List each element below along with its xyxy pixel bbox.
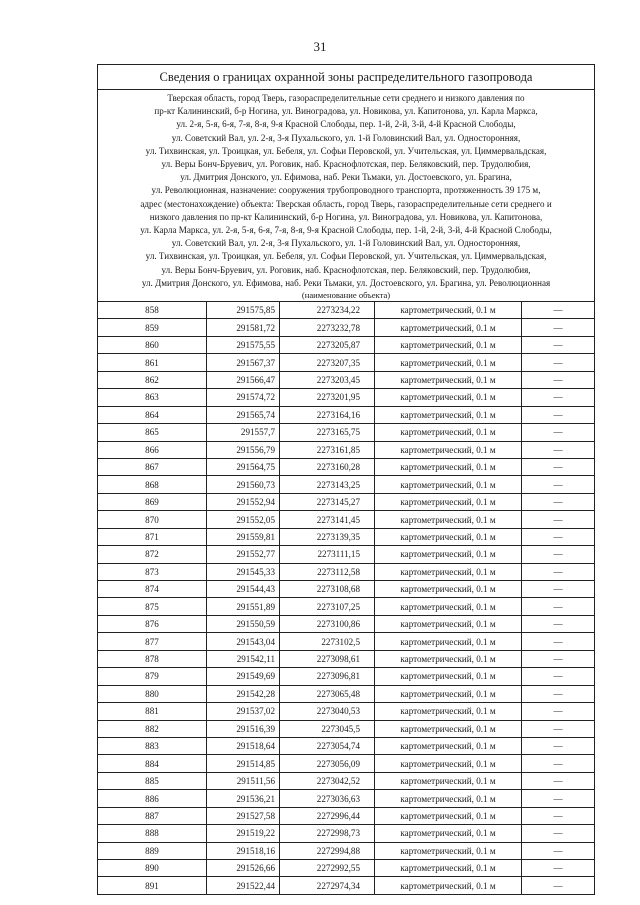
- coordinate-x: 291557,7: [207, 424, 280, 441]
- coordinate-x: 291526,66: [207, 860, 280, 877]
- point-number: 890: [98, 860, 207, 877]
- table-row: [98, 720, 595, 737]
- coordinate-x: 291552,77: [207, 546, 280, 563]
- coordinate-y: 2273056,09: [280, 755, 375, 772]
- determination-method: картометрический, 0.1 м: [375, 772, 522, 789]
- coordinate-x: 291551,89: [207, 598, 280, 615]
- coordinate-x: 291518,16: [207, 842, 280, 859]
- coordinate-x: 291542,11: [207, 650, 280, 667]
- table-row: [98, 546, 595, 563]
- description-line: Тверская область, город Тверь, газораспределительные сети среднего и низкого давления по: [167, 93, 525, 103]
- accuracy-note: —: [522, 703, 595, 720]
- point-number: 875: [98, 598, 207, 615]
- coordinate-x: 291511,56: [207, 772, 280, 789]
- determination-method: картометрический, 0.1 м: [375, 406, 522, 423]
- coordinate-y: 2273065,48: [280, 685, 375, 702]
- point-number: 863: [98, 389, 207, 406]
- point-number: 879: [98, 668, 207, 685]
- determination-method: картометрический, 0.1 м: [375, 703, 522, 720]
- accuracy-note: —: [522, 511, 595, 528]
- table-row: [98, 371, 595, 388]
- determination-method: картометрический, 0.1 м: [375, 441, 522, 458]
- coordinate-x: 291544,43: [207, 581, 280, 598]
- coordinate-y: 2273054,74: [280, 737, 375, 754]
- accuracy-note: —: [522, 458, 595, 475]
- table-row: [98, 389, 595, 406]
- point-number: 885: [98, 772, 207, 789]
- table-row: [98, 633, 595, 650]
- accuracy-note: —: [522, 755, 595, 772]
- coordinate-x: 291514,85: [207, 755, 280, 772]
- point-number: 873: [98, 563, 207, 580]
- description-line: ул. Веры Бонч-Бруевич, ул. Роговик, наб. Краснофлотская, пер. Беляковский, пер. Трудолюбия,: [161, 159, 531, 170]
- coordinate-y: 2273207,35: [280, 354, 375, 371]
- coordinate-x: 291518,64: [207, 737, 280, 754]
- description-line: ул. Революционная, назначение: сооружения трубопроводного транспорта, протяженность 39 175 м,: [151, 185, 541, 196]
- table-title: Сведения о границах охранной зоны распределительного газопровода: [98, 65, 595, 90]
- point-number: 871: [98, 528, 207, 545]
- coordinate-x: 291543,04: [207, 633, 280, 650]
- determination-method: картометрический, 0.1 м: [375, 737, 522, 754]
- accuracy-note: —: [522, 371, 595, 388]
- coordinate-y: 2272992,55: [280, 860, 375, 877]
- accuracy-note: —: [522, 877, 595, 894]
- coordinate-x: 291516,39: [207, 720, 280, 737]
- coordinate-y: 2273045,5: [280, 720, 375, 737]
- table-row: [98, 319, 595, 336]
- accuracy-note: —: [522, 441, 595, 458]
- table-row: [98, 493, 595, 510]
- determination-method: картометрический, 0.1 м: [375, 389, 522, 406]
- table-row: [98, 336, 595, 353]
- accuracy-note: —: [522, 581, 595, 598]
- description-line: адрес (местонахождение) объекта: Тверская область, город Тверь, газораспределительные сети среднего и: [140, 198, 552, 209]
- coordinate-x: 291575,85: [207, 302, 280, 319]
- determination-method: картометрический, 0.1 м: [375, 319, 522, 336]
- accuracy-note: —: [522, 650, 595, 667]
- point-number: 858: [98, 302, 207, 319]
- determination-method: картометрический, 0.1 м: [375, 842, 522, 859]
- table-row: [98, 302, 595, 319]
- description-line: ул. Дмитрия Донского, ул. Ефимова, наб. Реки Тьмаки, ул. Достоевского, ул. Брагина,: [180, 172, 512, 183]
- point-number: 876: [98, 615, 207, 632]
- coordinate-y: 2272994,88: [280, 842, 375, 859]
- coordinate-y: 2273234,22: [280, 302, 375, 319]
- coordinate-x: 291566,47: [207, 371, 280, 388]
- determination-method: картометрический, 0.1 м: [375, 424, 522, 441]
- coordinate-y: 2273036,63: [280, 790, 375, 807]
- table-row: [98, 615, 595, 632]
- description-line: ул. Советский Вал, ул. 2-я, 3-я Пухальского, ул. 1-й Головинский Вал, ул. Односторонняя,: [171, 132, 521, 143]
- point-number: 866: [98, 441, 207, 458]
- determination-method: картометрический, 0.1 м: [375, 546, 522, 563]
- coordinate-x: 291575,55: [207, 336, 280, 353]
- coordinate-x: 291552,94: [207, 493, 280, 510]
- description-line: ул. Веры Бонч-Бруевич, ул. Роговик, наб. Краснофлотская, пер. Беляковский, пер. Трудолюбия,: [161, 264, 531, 275]
- table-row: [98, 825, 595, 842]
- coordinate-x: 291565,74: [207, 406, 280, 423]
- description-line: пр-кт Калининский, б-р Ногина, ул. Виноградова, ул. Новикова, ул. Капитонова, ул. Карла Маркса,: [154, 106, 538, 117]
- coordinate-y: 2273161,85: [280, 441, 375, 458]
- determination-method: картометрический, 0.1 м: [375, 511, 522, 528]
- point-number: 884: [98, 755, 207, 772]
- coordinate-y: 2273111,15: [280, 546, 375, 563]
- point-number: 868: [98, 476, 207, 493]
- table-row: [98, 650, 595, 667]
- point-number: 865: [98, 424, 207, 441]
- accuracy-note: —: [522, 772, 595, 789]
- table-row: [98, 703, 595, 720]
- determination-method: картометрический, 0.1 м: [375, 668, 522, 685]
- coordinate-x: 291574,72: [207, 389, 280, 406]
- point-number: 872: [98, 546, 207, 563]
- description-line: ул. Советский Вал, ул. 2-я, 3-я Пухальского, ул. 1-й Головинский Вал, ул. Односторонняя,: [171, 238, 521, 249]
- table-row: [98, 598, 595, 615]
- table-row: [98, 563, 595, 580]
- description-line: ул. Дмитрия Донского, ул. Ефимова, наб. Реки Тьмаки, ул. Достоевского, ул. Брагина, ул. Революционная: [141, 277, 551, 288]
- accuracy-note: —: [522, 720, 595, 737]
- table-row: [98, 424, 595, 441]
- accuracy-note: —: [522, 860, 595, 877]
- table-row: [98, 581, 595, 598]
- point-number: 887: [98, 807, 207, 824]
- determination-method: картометрический, 0.1 м: [375, 650, 522, 667]
- object-name-note: (наименование объекта): [301, 290, 391, 301]
- accuracy-note: —: [522, 615, 595, 632]
- accuracy-note: —: [522, 633, 595, 650]
- point-number: 883: [98, 737, 207, 754]
- determination-method: картометрический, 0.1 м: [375, 877, 522, 894]
- determination-method: картометрический, 0.1 м: [375, 633, 522, 650]
- coordinate-y: 2273100,86: [280, 615, 375, 632]
- coordinate-y: 2273098,61: [280, 650, 375, 667]
- determination-method: картометрический, 0.1 м: [375, 336, 522, 353]
- table-row: [98, 755, 595, 772]
- determination-method: картометрический, 0.1 м: [375, 790, 522, 807]
- point-number: 877: [98, 633, 207, 650]
- coordinate-y: 2273205,87: [280, 336, 375, 353]
- coordinate-x: 291550,59: [207, 615, 280, 632]
- coordinate-y: 2273040,53: [280, 703, 375, 720]
- coordinate-y: 2273102,5: [280, 633, 375, 650]
- coordinate-y: 2273139,35: [280, 528, 375, 545]
- coordinate-x: 291519,22: [207, 825, 280, 842]
- coordinate-x: 291567,37: [207, 354, 280, 371]
- coordinate-x: 291560,73: [207, 476, 280, 493]
- point-number: 864: [98, 406, 207, 423]
- accuracy-note: —: [522, 790, 595, 807]
- coordinate-y: 2272996,44: [280, 807, 375, 824]
- coordinate-x: 291522,44: [207, 877, 280, 894]
- table-row: [98, 354, 595, 371]
- determination-method: картометрический, 0.1 м: [375, 354, 522, 371]
- coordinate-y: 2273096,81: [280, 668, 375, 685]
- point-number: 881: [98, 703, 207, 720]
- table-row: [98, 685, 595, 702]
- determination-method: картометрический, 0.1 м: [375, 563, 522, 580]
- coordinate-y: 2273160,28: [280, 458, 375, 475]
- coordinate-x: 291542,28: [207, 685, 280, 702]
- page-number: 31: [313, 39, 327, 54]
- coordinate-x: 291545,33: [207, 563, 280, 580]
- coordinate-y: 2273145,27: [280, 493, 375, 510]
- description-line: низкого давления по пр-кт Калининский, б-р Ногина, ул. Виноградова, ул. Новикова, ул. Капитонова,: [149, 211, 543, 222]
- point-number: 862: [98, 371, 207, 388]
- table-row: [98, 772, 595, 789]
- determination-method: картометрический, 0.1 м: [375, 528, 522, 545]
- table-row: [98, 668, 595, 685]
- description-line: ул. Тихвинская, ул. Троицкая, ул. Бебеля, ул. Софьи Перовской, ул. Учительская, ул. Циммервальдская,: [145, 145, 547, 156]
- accuracy-note: —: [522, 493, 595, 510]
- determination-method: картометрический, 0.1 м: [375, 860, 522, 877]
- coordinate-y: 2272974,34: [280, 877, 375, 894]
- coordinate-x: 291537,02: [207, 703, 280, 720]
- coordinate-x: 291556,79: [207, 441, 280, 458]
- accuracy-note: —: [522, 424, 595, 441]
- accuracy-note: —: [522, 336, 595, 353]
- coordinate-y: 2273165,75: [280, 424, 375, 441]
- determination-method: картометрический, 0.1 м: [375, 493, 522, 510]
- accuracy-note: —: [522, 546, 595, 563]
- accuracy-note: —: [522, 476, 595, 493]
- point-number: 891: [98, 877, 207, 894]
- determination-method: картометрический, 0.1 м: [375, 598, 522, 615]
- coordinate-x: 291549,69: [207, 668, 280, 685]
- boundary-coordinates-table: [97, 64, 595, 895]
- determination-method: картометрический, 0.1 м: [375, 476, 522, 493]
- table-row: [98, 511, 595, 528]
- point-number: 874: [98, 581, 207, 598]
- coordinate-y: 2273201,95: [280, 389, 375, 406]
- determination-method: картометрический, 0.1 м: [375, 371, 522, 388]
- point-number: 870: [98, 511, 207, 528]
- point-number: 867: [98, 458, 207, 475]
- table-row: [98, 476, 595, 493]
- table-row: [98, 807, 595, 824]
- coordinate-y: 2273107,25: [280, 598, 375, 615]
- table-row: [98, 528, 595, 545]
- point-number: 869: [98, 493, 207, 510]
- point-number: 878: [98, 650, 207, 667]
- point-number: 886: [98, 790, 207, 807]
- table-row: [98, 842, 595, 859]
- point-number: 860: [98, 336, 207, 353]
- coordinate-y: 2273112,58: [280, 563, 375, 580]
- table-row: [98, 458, 595, 475]
- description-line: ул. Карла Маркса, ул. 2-я, 5-я, 6-я, 7-я, 8-я, 9-я Красной Слободы, пер. 1-й, 2-й, 3-й, 4-й Красной Слободы,: [140, 225, 552, 236]
- point-number: 882: [98, 720, 207, 737]
- coordinate-y: 2273108,68: [280, 581, 375, 598]
- object-description: [98, 90, 595, 302]
- accuracy-note: —: [522, 319, 595, 336]
- table-row: [98, 441, 595, 458]
- determination-method: картометрический, 0.1 м: [375, 458, 522, 475]
- determination-method: картометрический, 0.1 м: [375, 302, 522, 319]
- determination-method: картометрический, 0.1 м: [375, 755, 522, 772]
- point-number: 880: [98, 685, 207, 702]
- accuracy-note: —: [522, 668, 595, 685]
- accuracy-note: —: [522, 563, 595, 580]
- accuracy-note: —: [522, 737, 595, 754]
- determination-method: картометрический, 0.1 м: [375, 825, 522, 842]
- coordinate-x: 291559,81: [207, 528, 280, 545]
- coordinate-y: 2273042,52: [280, 772, 375, 789]
- accuracy-note: —: [522, 406, 595, 423]
- accuracy-note: —: [522, 685, 595, 702]
- determination-method: картометрический, 0.1 м: [375, 685, 522, 702]
- accuracy-note: —: [522, 354, 595, 371]
- coordinate-y: 2272998,73: [280, 825, 375, 842]
- accuracy-note: —: [522, 528, 595, 545]
- table-row: [98, 737, 595, 754]
- coordinate-x: 291527,58: [207, 807, 280, 824]
- accuracy-note: —: [522, 598, 595, 615]
- table-row: [98, 860, 595, 877]
- description-text: [101, 92, 591, 290]
- description-line: ул. Тихвинская, ул. Троицкая, ул. Бебеля, ул. Софьи Перовской, ул. Учительская, ул. Циммервальдская,: [145, 251, 547, 262]
- point-number: 888: [98, 825, 207, 842]
- point-number: 859: [98, 319, 207, 336]
- coordinate-y: 2273203,45: [280, 371, 375, 388]
- coordinate-y: 2273141,45: [280, 511, 375, 528]
- determination-method: картометрический, 0.1 м: [375, 615, 522, 632]
- coordinate-x: 291552,05: [207, 511, 280, 528]
- coordinate-y: 2273164,16: [280, 406, 375, 423]
- description-line: ул. 2-я, 5-я, 6-я, 7-я, 8-я, 9-я Красной Слободы, пер. 1-й, 2-й, 3-й, 4-й Красной Слободы,: [176, 119, 516, 130]
- point-number: 889: [98, 842, 207, 859]
- table-row: [98, 406, 595, 423]
- accuracy-note: —: [522, 807, 595, 824]
- coordinate-x: 291536,21: [207, 790, 280, 807]
- accuracy-note: —: [522, 825, 595, 842]
- determination-method: картометрический, 0.1 м: [375, 807, 522, 824]
- accuracy-note: —: [522, 302, 595, 319]
- coordinate-y: 2273232,78: [280, 319, 375, 336]
- coordinate-y: 2273143,25: [280, 476, 375, 493]
- table-row: [98, 877, 595, 894]
- determination-method: картометрический, 0.1 м: [375, 581, 522, 598]
- accuracy-note: —: [522, 389, 595, 406]
- accuracy-note: —: [522, 842, 595, 859]
- coordinate-x: 291581,72: [207, 319, 280, 336]
- table-row: [98, 790, 595, 807]
- coordinate-x: 291564,75: [207, 458, 280, 475]
- point-number: 861: [98, 354, 207, 371]
- determination-method: картометрический, 0.1 м: [375, 720, 522, 737]
